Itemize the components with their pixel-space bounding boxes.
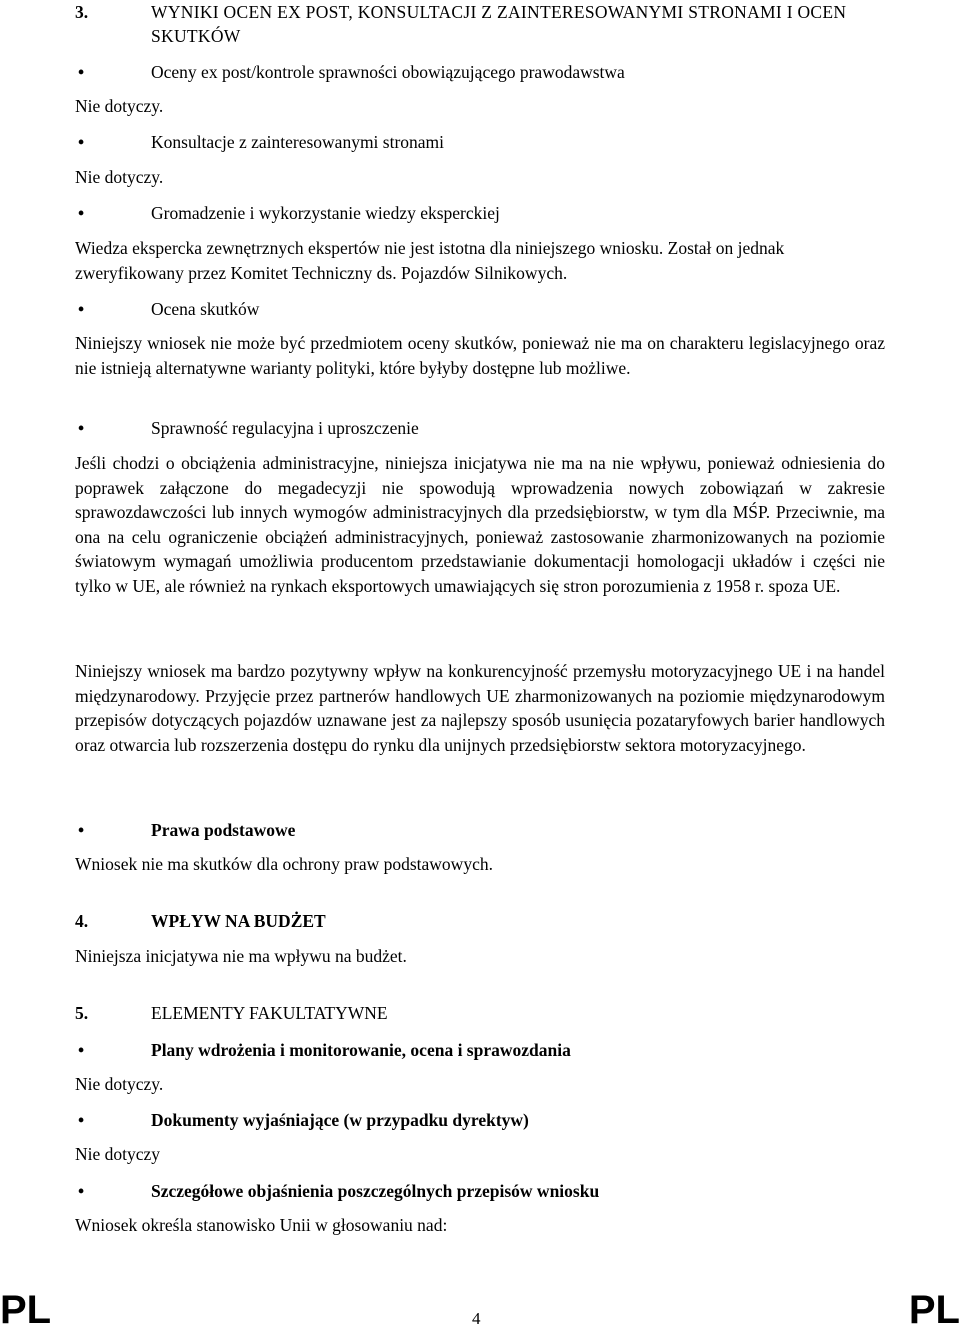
ex-post-text: Nie dotyczy. — [75, 96, 164, 116]
section-number: 3. — [75, 2, 89, 22]
bullet-icon: • — [78, 132, 85, 152]
bullet-icon: • — [78, 418, 85, 438]
plany-text: Nie dotyczy. — [75, 1074, 164, 1094]
ocena-skutkow-text: Niniejszy wniosek nie może być przedmiotem oceny skutków, ponieważ nie ma on charakteru legislacyjnego oraz nie istnieją alternatywne warianty polityki, które byłyby dostępne lub możliwe. — [75, 333, 885, 378]
konsultacje-text: Nie dotyczy. — [75, 167, 164, 187]
bullet-title: Konsultacje z zainteresowanymi stronami — [151, 132, 445, 152]
section-title: WYNIKI OCEN EX POST, KONSULTACJI Z ZAINTERESOWANYMI STRONAMI I OCEN SKUTKÓW — [151, 2, 847, 46]
page-number: 4 — [472, 1309, 481, 1328]
footer-language-right: PL — [908, 1288, 960, 1332]
prawa-text: Wniosek nie ma skutków dla ochrony praw podstawowych. — [75, 854, 493, 874]
bullet-icon: • — [78, 1181, 85, 1201]
footer-language-left: PL — [0, 1288, 52, 1332]
szczegolowe-text: Wniosek określa stanowisko Unii w głosowaniu nad: — [75, 1215, 448, 1235]
bullet-icon: • — [78, 1040, 85, 1060]
bullet-icon: • — [78, 203, 85, 223]
sprawnosc-text-1: Jeśli chodzi o obciążenia administracyjne, niniejsza inicjatywa nie ma na nie wpływu, ponieważ odniesienia do poprawek załączone do megadecyzji nie spowodują wprowadzenia nowych zobowiązań w zakresie sprawozdawczości lub innych wymogów administracyjnych dla przedsiębiorstw, w tym dla MŚP. Przeciwnie, ma ona na celu ograniczenie obciążeń administracyjnych, ponieważ zastosowanie zharmonizowanych na poziomie światowym wymagań umożliwia producentom przedstawianie dokumentacji homologacji układów i części nie tylko w UE, ale również na rynkach eksportowych umawiających się stron porozumienia z 1958 r. spoza UE. — [75, 453, 885, 596]
bullet-title: Szczegółowe objaśnienia poszczególnych przepisów wniosku — [151, 1181, 600, 1201]
budzet-text: Niniejsza inicjatywa nie ma wpływu na budżet. — [75, 946, 407, 966]
bullet-icon: • — [78, 299, 85, 319]
bullet-title: Ocena skutków — [151, 299, 260, 319]
wiedza-text: Wiedza ekspercka zewnętrznych ekspertów nie jest istotna dla niniejszego wniosku. Został on jednak zweryfikowany przez Komitet Techniczny ds. Pojazdów Silnikowych. — [75, 238, 785, 283]
dokumenty-text: Nie dotyczy — [75, 1144, 161, 1164]
bullet-title: Dokumenty wyjaśniające (w przypadku dyrektyw) — [151, 1110, 529, 1130]
section-number: 5. — [75, 1003, 89, 1023]
section-number: 4. — [75, 911, 89, 931]
bullet-title: Oceny ex post/kontrole sprawności obowiązującego prawodawstwa — [151, 62, 625, 82]
bullet-icon: • — [78, 820, 85, 840]
bullet-title: Sprawność regulacyjna i uproszczenie — [151, 418, 419, 438]
section-title: ELEMENTY FAKULTATYWNE — [151, 1003, 388, 1023]
section-title: WPŁYW NA BUDŻET — [151, 911, 326, 931]
bullet-title: Prawa podstawowe — [151, 820, 296, 840]
bullet-icon: • — [78, 1110, 85, 1130]
bullet-title: Plany wdrożenia i monitorowanie, ocena i sprawozdania — [151, 1040, 571, 1060]
sprawnosc-text-2: Niniejszy wniosek ma bardzo pozytywny wpływ na konkurencyjność przemysłu motoryzacyjnego UE i na handel międzynarodowy. Przyjęcie przez partnerów handlowych UE zharmonizowanych na poziomie międzynarodowym przepisów dotyczących pojazdów uznawane jest za najlepszy sposób usunięcia pozataryfowych barier handlowych oraz otwarcia lub rozszerzenia dostępu do rynku dla unijnych przedsiębiorstw sektora motoryzacyjnego. — [75, 661, 885, 755]
bullet-title: Gromadzenie i wykorzystanie wiedzy eksperckiej — [151, 203, 500, 223]
bullet-icon: • — [78, 62, 85, 82]
